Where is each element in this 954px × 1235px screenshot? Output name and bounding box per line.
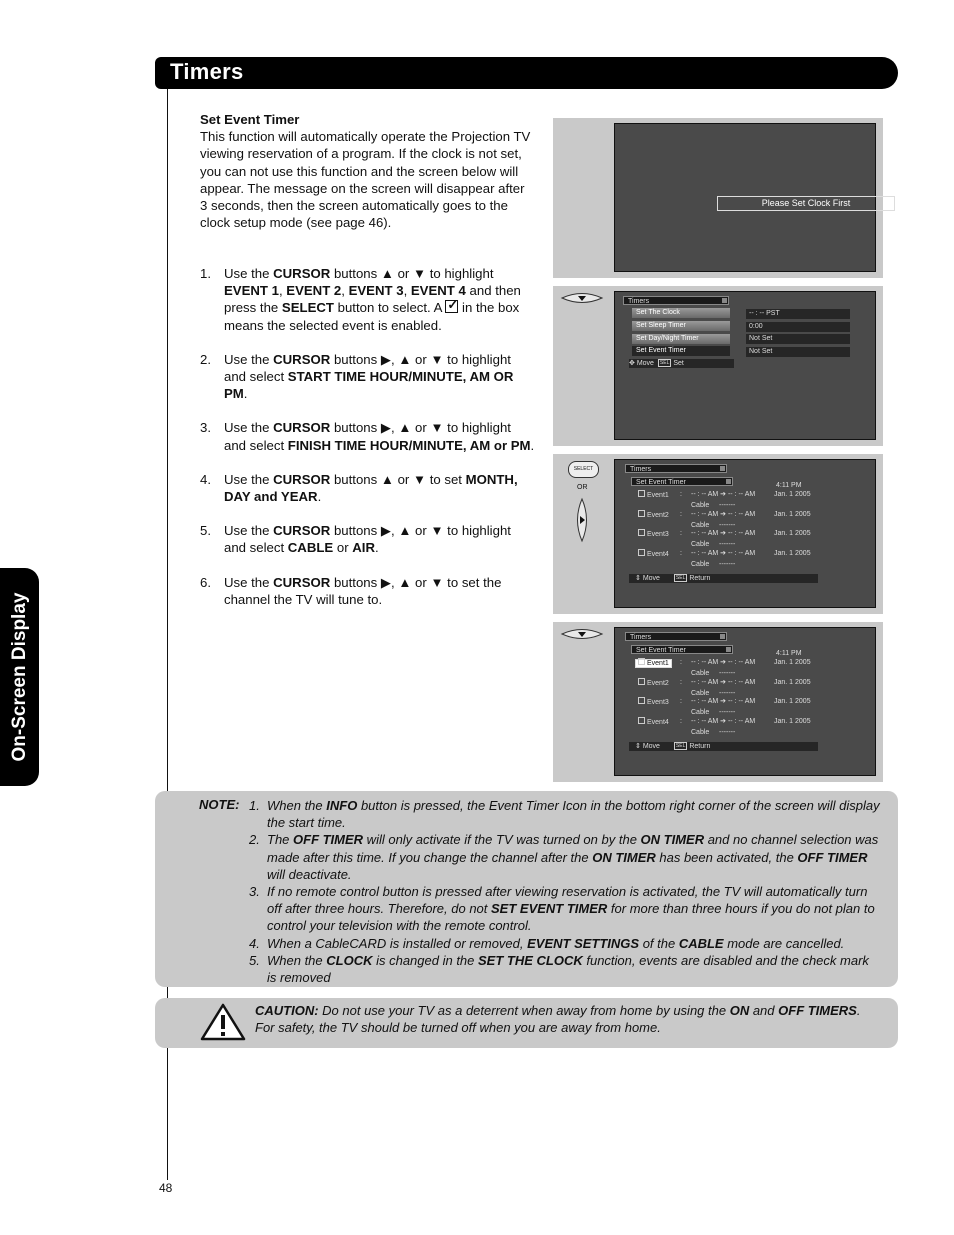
- event-source: Cable: [691, 669, 710, 677]
- note-label: NOTE:: [199, 797, 240, 812]
- note-text: is changed in the: [372, 952, 479, 968]
- scroll-icon: [720, 634, 725, 639]
- event-channel: -------: [719, 708, 736, 716]
- event-date: Jan. 1 2005: [774, 718, 811, 725]
- step-text: ,: [278, 283, 287, 299]
- screen-panel-2: [553, 286, 883, 446]
- steps-list: [200, 265, 535, 608]
- footer-move: Move: [642, 743, 660, 750]
- menu-title-text: Timers: [630, 634, 652, 641]
- menu-value: Not Set: [746, 347, 850, 357]
- screen-panel-1: [553, 118, 883, 278]
- event-channel: -------: [719, 521, 736, 529]
- step-text: .: [530, 437, 535, 453]
- current-time: 4:11 PM: [776, 482, 802, 489]
- step-text: buttons ▶, ▲ or ▼ to highlight and select: [224, 523, 511, 556]
- up-down-arrows-icon: ⇕: [635, 743, 641, 750]
- step-bold: CURSOR: [273, 574, 331, 590]
- event-channel: -------: [719, 689, 736, 697]
- menu-title-text: Timers: [630, 466, 652, 473]
- event-source: Cable: [691, 708, 710, 716]
- footer-set: Set: [673, 360, 684, 367]
- event-row[interactable]: Event4 : -- : -- AM ➔ -- : -- AM Jan. 1 2005 Cable -------: [638, 717, 848, 728]
- step-text: Use the: [224, 266, 274, 281]
- step-text: ,: [341, 283, 349, 299]
- step-text: buttons ▶, ▲ or ▼ to set the channel the TV will tune to.: [224, 574, 502, 607]
- event-time: -- : -- AM ➔ -- : -- AM: [691, 698, 756, 705]
- event-date: Jan. 1 2005: [774, 550, 811, 557]
- event-source: Cable: [691, 689, 710, 697]
- event-time: -- : -- AM ➔ -- : -- AM: [691, 511, 756, 518]
- note-bold: SET THE CLOCK: [478, 952, 583, 968]
- step-text: Use the: [224, 523, 274, 539]
- note-item: [249, 831, 881, 883]
- step-text: Use the: [224, 574, 274, 590]
- event-row[interactable]: Event2 : -- : -- AM ➔ -- : -- AM Jan. 1 2005 Cable -------: [638, 510, 848, 521]
- select-button-icon: [568, 461, 599, 478]
- step-5: [200, 522, 535, 556]
- menu-item-selected[interactable]: Set Event Timer: [632, 346, 730, 356]
- event-source: Cable: [691, 501, 710, 509]
- footer-move: Move: [642, 575, 660, 582]
- current-time: 4:11 PM: [776, 650, 802, 657]
- scroll-icon: [720, 466, 725, 471]
- caution-body: . For safety, the TV should be turned off when you are away from home.: [255, 1003, 861, 1036]
- scroll-icon: [726, 647, 731, 652]
- event-source: Cable: [691, 540, 710, 548]
- step-bold: EVENT 4: [410, 283, 466, 299]
- note-box: [155, 791, 898, 987]
- event-source: Cable: [691, 521, 710, 529]
- tv-screen: [614, 123, 876, 272]
- event-date: Jan. 1 2005: [774, 491, 811, 498]
- step-text: Use the: [224, 471, 274, 487]
- scroll-icon: [726, 479, 731, 484]
- step-text: buttons ▶, ▲ or ▼ to highlight and select: [224, 351, 511, 385]
- event-row[interactable]: Event3 : -- : -- AM ➔ -- : -- AM Jan. 1 2005 Cable -------: [638, 697, 848, 708]
- event-date: Jan. 1 2005: [774, 698, 811, 705]
- step-text: ,: [403, 283, 411, 299]
- menu-item[interactable]: Set Sleep Timer: [632, 321, 730, 331]
- step-bold: EVENT 2: [286, 283, 342, 299]
- menu-title-text: Timers: [628, 298, 650, 305]
- note-text: function, events are disabled and the check mark is removed: [267, 952, 869, 986]
- section-side-tab: [0, 568, 39, 786]
- note-bold: ON TIMER: [640, 832, 705, 848]
- down-cursor-button-icon: [559, 627, 605, 641]
- note-number: 1.: [249, 798, 260, 813]
- checkbox-icon: [638, 510, 645, 517]
- checkbox-icon: [638, 717, 645, 724]
- event-channel: -------: [719, 501, 736, 509]
- page-number: 48: [159, 1181, 173, 1195]
- scroll-icon: [722, 298, 727, 303]
- menu-footer: [629, 574, 818, 583]
- step-text: buttons ▲ or ▼ to highlight: [330, 266, 494, 281]
- step-number: 2.: [200, 351, 211, 367]
- step-text: buttons ▶, ▲ or ▼ to highlight and select: [224, 420, 511, 453]
- note-text: and no channel selection was made after this time. If you change the channel after the: [267, 832, 879, 865]
- event-row[interactable]: Event2 : -- : -- AM ➔ -- : -- AM Jan. 1 2005 Cable -------: [638, 678, 848, 689]
- menu-value: Not Set: [746, 334, 850, 344]
- caution-box: [155, 998, 898, 1048]
- event-channel: -------: [719, 560, 736, 568]
- note-text: button is pressed, the Event Timer Icon in the bottom right corner of the screen will display the start time.: [267, 798, 880, 831]
- step-bold: CURSOR: [273, 351, 331, 367]
- warning-triangle-icon: [199, 1002, 247, 1042]
- step-bold: SELECT: [281, 300, 334, 316]
- step-text: in the box means the selected event is enabled.: [224, 300, 520, 333]
- event-name: Event1: [647, 660, 669, 667]
- note-item: [249, 797, 881, 831]
- sel-button-icon: SEL: [675, 575, 686, 581]
- tv-screen: [614, 627, 876, 776]
- menu-title: [625, 632, 727, 641]
- event-time: -- : -- AM ➔ -- : -- AM: [691, 550, 756, 557]
- screen-panel-3: [553, 454, 883, 614]
- caution-text: [255, 1002, 875, 1036]
- step-bold: CURSOR: [273, 471, 331, 487]
- page-title: Timers: [170, 59, 244, 84]
- note-number: 2.: [249, 832, 260, 848]
- note-bold: OFF TIMER: [797, 849, 868, 865]
- menu-item[interactable]: Set The Clock: [632, 308, 730, 318]
- step-bold: CURSOR: [273, 420, 331, 436]
- step-number: 4.: [200, 471, 211, 487]
- step-bold: EVENT 1: [224, 283, 279, 299]
- note-text: When the: [267, 952, 327, 968]
- note-bold: OFF TIMER: [293, 832, 364, 848]
- menu-value: 0:00: [746, 322, 850, 332]
- menu-title: [623, 296, 729, 305]
- event-name: Event3: [647, 531, 669, 538]
- move-arrows-icon: ✥: [629, 360, 635, 367]
- note-text: The: [267, 832, 294, 848]
- footer-move: Move: [636, 360, 654, 367]
- event-time: -- : -- AM ➔ -- : -- AM: [691, 659, 756, 666]
- menu-item[interactable]: Set Day/Night Timer: [632, 334, 730, 344]
- step-text: button to select. A: [333, 300, 446, 316]
- event-source: Cable: [691, 560, 710, 568]
- event-name: Event2: [647, 512, 669, 519]
- checkbox-icon: [638, 490, 645, 497]
- step-text: buttons ▲ or ▼ to set: [330, 471, 466, 487]
- event-name: Event3: [647, 699, 669, 706]
- step-text: or: [333, 540, 353, 556]
- footer-return: Return: [689, 575, 711, 582]
- note-item: [249, 952, 881, 986]
- sel-button-icon: SEL: [659, 360, 670, 366]
- note-text: has been activated, the: [655, 849, 798, 865]
- step-text: Use the: [224, 420, 274, 436]
- submenu-title-text: Set Event Timer: [636, 647, 686, 654]
- step-2: [200, 351, 535, 403]
- note-text: of the: [639, 935, 679, 951]
- side-tab-label: On-Screen Display: [9, 592, 30, 762]
- step-text: .: [243, 386, 248, 402]
- step-1: [200, 265, 535, 334]
- intro-heading: Set Event Timer: [200, 112, 300, 127]
- event-time: -- : -- AM ➔ -- : -- AM: [691, 491, 756, 498]
- event-time: -- : -- AM ➔ -- : -- AM: [691, 718, 756, 725]
- step-bold: CURSOR: [273, 266, 331, 281]
- step-number: 5.: [200, 523, 211, 539]
- clock-warning-message: Please Set Clock First: [717, 196, 895, 211]
- event-name: Event4: [647, 551, 669, 558]
- caution-body: Do not use your TV as a deterrent when away from home by using the: [318, 1003, 730, 1018]
- note-list: [249, 797, 881, 986]
- caution-body: and: [749, 1003, 779, 1018]
- event-date: Jan. 1 2005: [774, 530, 811, 537]
- checkmark-icon: [445, 300, 458, 313]
- step-bold: AIR: [352, 540, 375, 556]
- note-number: 4.: [249, 935, 260, 951]
- note-bold: SET EVENT TIMER: [491, 901, 608, 917]
- menu-footer: [629, 359, 734, 368]
- note-bold: CLOCK: [326, 952, 373, 968]
- up-down-arrows-icon: ⇕: [635, 575, 641, 582]
- tv-screen: [614, 291, 876, 440]
- or-label: OR: [577, 484, 588, 491]
- event-date: Jan. 1 2005: [774, 659, 811, 666]
- caution-label: CAUTION:: [255, 1003, 319, 1018]
- note-number: 3.: [249, 884, 260, 900]
- event-channel: -------: [719, 669, 736, 677]
- intro-section: [200, 111, 535, 231]
- menu-value: -- : -- PST: [746, 309, 850, 319]
- step-bold: MONTH, DAY and YEAR: [224, 471, 518, 505]
- step-6: [200, 574, 535, 608]
- event-name: Event4: [647, 719, 669, 726]
- event-name: Event1: [647, 492, 669, 499]
- step-number: 3.: [200, 420, 211, 436]
- note-item: [249, 935, 881, 952]
- right-cursor-button-icon: [575, 497, 589, 543]
- event-date: Jan. 1 2005: [774, 511, 811, 518]
- step-text: and then press the: [224, 283, 521, 316]
- step-bold: EVENT 3: [348, 283, 404, 299]
- note-item: [249, 883, 881, 935]
- event-row-highlighted[interactable]: Event1 : -- : -- AM ➔ -- : -- AM Jan. 1 2005 Cable -------: [635, 658, 848, 669]
- step-number: 1.: [200, 266, 211, 281]
- step-3: [200, 419, 535, 453]
- submenu-title: [631, 477, 733, 486]
- event-row[interactable]: Event3 : -- : -- AM ➔ -- : -- AM Jan. 1 2005 Cable -------: [638, 529, 848, 540]
- note-bold: CABLE: [678, 935, 724, 951]
- caution-bold: OFF TIMERS: [778, 1003, 857, 1018]
- event-row[interactable]: Event4 : -- : -- AM ➔ -- : -- AM Jan. 1 2005 Cable -------: [638, 549, 848, 560]
- step-bold: CURSOR: [273, 523, 331, 539]
- event-source: Cable: [691, 728, 710, 736]
- checkbox-icon: [638, 678, 645, 685]
- footer-return: Return: [689, 743, 711, 750]
- step-text: .: [317, 489, 322, 505]
- event-time: -- : -- AM ➔ -- : -- AM: [691, 679, 756, 686]
- step-bold: START TIME HOUR/MINUTE, AM OR PM: [224, 369, 514, 402]
- note-bold: ON TIMER: [592, 849, 656, 865]
- checkbox-icon: [638, 549, 645, 556]
- submenu-title-text: Set Event Timer: [636, 479, 686, 486]
- tv-screen: [614, 459, 876, 608]
- note-text: will only activate if the TV was turned on by the: [363, 832, 641, 848]
- note-text: mode are cancelled.: [723, 935, 845, 951]
- submenu-title: [631, 645, 733, 654]
- step-bold: CABLE: [287, 540, 334, 556]
- note-text: will deactivate.: [267, 866, 352, 882]
- note-text: for more than three hours if you do not plan to control your television with the remote control.: [267, 901, 875, 934]
- event-date: Jan. 1 2005: [774, 679, 811, 686]
- step-text: Use the: [224, 351, 274, 367]
- event-channel: -------: [719, 728, 736, 736]
- note-text: If no remote control button is pressed after viewing reservation is activated, the TV will automatically turn off after three hours. Therefore, do not: [267, 884, 868, 917]
- menu-footer: [629, 742, 818, 751]
- select-button-label: SELECT: [573, 466, 594, 472]
- event-row[interactable]: Event1 : -- : -- AM ➔ -- : -- AM Jan. 1 2005 Cable -------: [638, 490, 848, 501]
- checkbox-icon: [638, 658, 645, 665]
- event-name: Event2: [647, 680, 669, 687]
- event-channel: -------: [719, 540, 736, 548]
- note-text: When a CableCARD is installed or removed,: [267, 935, 528, 951]
- event-time: -- : -- AM ➔ -- : -- AM: [691, 530, 756, 537]
- sel-button-icon: SEL: [675, 743, 686, 749]
- note-text: When the: [267, 798, 327, 813]
- down-cursor-button-icon: [559, 291, 605, 305]
- note-bold: INFO: [326, 798, 358, 813]
- page-title-bar: [155, 57, 898, 89]
- intro-text: This function will automatically operate the Projection TV viewing reservation of a program. If the clock is not set, you can not use this function and the screen below will appear. The message on the screen will disappear after 3 seconds, then the screen automatically goes to the clock setup mode (see page 46).: [200, 129, 531, 231]
- screen-panel-4: [553, 622, 883, 782]
- menu-title: [625, 464, 727, 473]
- caution-bold: ON: [729, 1003, 750, 1018]
- step-4: [200, 471, 535, 505]
- step-bold: FINISH TIME HOUR/MINUTE, AM or PM: [287, 437, 531, 453]
- step-number: 6.: [200, 574, 211, 590]
- checkbox-icon: [638, 529, 645, 536]
- checkbox-icon: [638, 697, 645, 704]
- note-bold: EVENT SETTINGS: [527, 935, 640, 951]
- step-text: .: [375, 540, 379, 556]
- note-number: 5.: [249, 952, 260, 968]
